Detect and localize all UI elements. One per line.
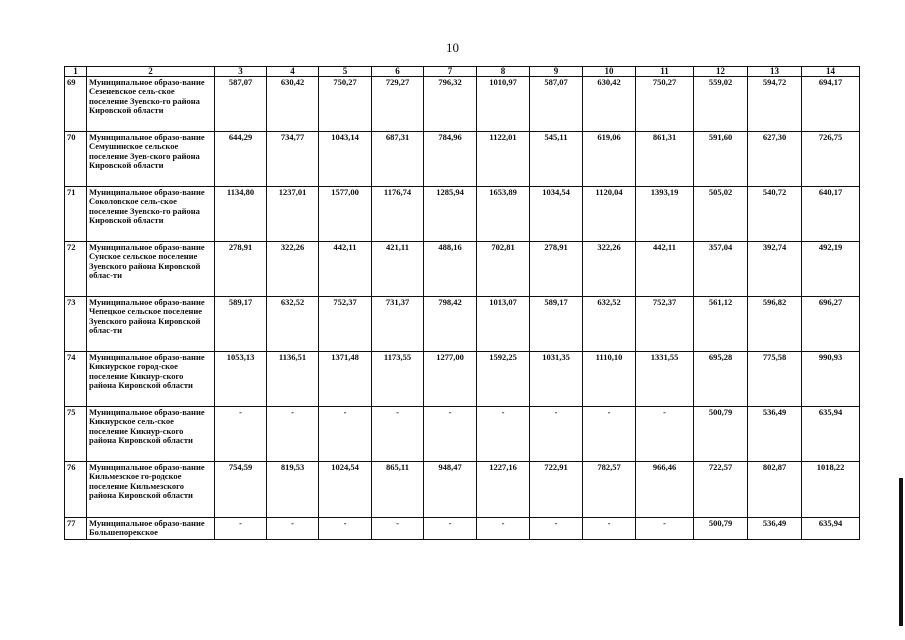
value-cell-col-7: - xyxy=(424,518,477,540)
value-cell-col-7: 488,16 xyxy=(424,242,477,297)
value-cell-col-3: 1134,80 xyxy=(215,187,267,242)
value-cell-col-9: - xyxy=(530,407,583,462)
table-row xyxy=(65,242,860,297)
value-cell-col-14: 990,93 xyxy=(802,352,860,407)
value-cell-col-12: 559,02 xyxy=(694,77,748,132)
value-cell-col-7: 784,96 xyxy=(424,132,477,187)
value-cell-col-9: 545,11 xyxy=(530,132,583,187)
column-header-2: 2 xyxy=(87,67,215,77)
value-cell-col-10: 322,26 xyxy=(583,242,636,297)
value-cell-col-6: 729,27 xyxy=(372,77,424,132)
value-cell-col-6: 687,31 xyxy=(372,132,424,187)
value-cell-col-6: 1173,55 xyxy=(372,352,424,407)
municipality-name: Муниципальное образо-вание Кикнурское город-ское поселение Кикнур-ского района Кировской области xyxy=(87,352,215,407)
value-cell-col-3: - xyxy=(215,407,267,462)
municipality-name: Муниципальное образо-вание Сезеневское сель-ское поселение Зуевско-го района Кировской области xyxy=(87,77,215,132)
value-cell-col-3: 589,17 xyxy=(215,297,267,352)
value-cell-col-9: 1034,54 xyxy=(530,187,583,242)
value-cell-col-3: 587,07 xyxy=(215,77,267,132)
value-cell-col-12: 561,12 xyxy=(694,297,748,352)
value-cell-col-5: 442,11 xyxy=(319,242,372,297)
value-cell-col-10: 1110,10 xyxy=(583,352,636,407)
column-header-6: 6 xyxy=(372,67,424,77)
value-cell-col-10: 782,57 xyxy=(583,462,636,518)
column-header-3: 3 xyxy=(215,67,267,77)
value-cell-col-7: 1285,94 xyxy=(424,187,477,242)
municipality-name: Муниципальное образо-вание Кикнурское сель-ское поселение Кикнур-ского района Кировской области xyxy=(87,407,215,462)
column-header-11: 11 xyxy=(636,67,694,77)
table-row xyxy=(65,518,860,540)
value-cell-col-8: 702,81 xyxy=(477,242,530,297)
value-cell-col-10: 632,52 xyxy=(583,297,636,352)
value-cell-col-6: 731,37 xyxy=(372,297,424,352)
value-cell-col-12: 591,60 xyxy=(694,132,748,187)
value-cell-col-11: - xyxy=(636,518,694,540)
table-row xyxy=(65,462,860,518)
municipality-name: Муниципальное образо-вание Чепецкое сельское поселение Зуевского района Кировской облас-ти xyxy=(87,297,215,352)
tariff-table xyxy=(64,66,860,540)
value-cell-col-12: 500,79 xyxy=(694,407,748,462)
value-cell-col-8: 1013,07 xyxy=(477,297,530,352)
column-header-5: 5 xyxy=(319,67,372,77)
value-cell-col-3: 644,29 xyxy=(215,132,267,187)
scan-edge-bar xyxy=(899,478,903,626)
value-cell-col-4: 630,42 xyxy=(267,77,319,132)
row-number: 72 xyxy=(65,242,87,297)
table-body xyxy=(65,77,860,540)
row-number: 77 xyxy=(65,518,87,540)
municipality-name: Муниципальное образо-вание Соколовское сель-ское поселение Зуевско-го района Кировской области xyxy=(87,187,215,242)
value-cell-col-14: 635,94 xyxy=(802,407,860,462)
value-cell-col-13: 802,87 xyxy=(748,462,802,518)
municipality-name: Муниципальное образо-вание Большепорекское xyxy=(87,518,215,540)
value-cell-col-7: 798,42 xyxy=(424,297,477,352)
value-cell-col-9: - xyxy=(530,518,583,540)
value-cell-col-12: 722,57 xyxy=(694,462,748,518)
row-number: 76 xyxy=(65,462,87,518)
row-number: 71 xyxy=(65,187,87,242)
municipality-name: Муниципальное образо-вание Сунское сельское поселение Зуевского района Кировской облас-ти xyxy=(87,242,215,297)
value-cell-col-8: 1227,16 xyxy=(477,462,530,518)
value-cell-col-9: 589,17 xyxy=(530,297,583,352)
table-row xyxy=(65,132,860,187)
value-cell-col-10: 630,42 xyxy=(583,77,636,132)
table-row xyxy=(65,407,860,462)
value-cell-col-7: 796,32 xyxy=(424,77,477,132)
value-cell-col-8: 1653,89 xyxy=(477,187,530,242)
value-cell-col-5: 752,37 xyxy=(319,297,372,352)
value-cell-col-13: 392,74 xyxy=(748,242,802,297)
table-row xyxy=(65,297,860,352)
value-cell-col-5: 1043,14 xyxy=(319,132,372,187)
value-cell-col-8: - xyxy=(477,407,530,462)
value-cell-col-4: - xyxy=(267,518,319,540)
column-header-1: 1 xyxy=(65,67,87,77)
value-cell-col-12: 357,04 xyxy=(694,242,748,297)
column-header-7: 7 xyxy=(424,67,477,77)
page-number: 10 xyxy=(446,40,459,55)
column-header-8: 8 xyxy=(477,67,530,77)
value-cell-col-4: 1237,01 xyxy=(267,187,319,242)
row-number: 74 xyxy=(65,352,87,407)
value-cell-col-13: 594,72 xyxy=(748,77,802,132)
value-cell-col-13: 536,49 xyxy=(748,518,802,540)
value-cell-col-8: 1010,97 xyxy=(477,77,530,132)
column-header-14: 14 xyxy=(802,67,860,77)
value-cell-col-5: 750,27 xyxy=(319,77,372,132)
table-row xyxy=(65,187,860,242)
value-cell-col-14: 1018,22 xyxy=(802,462,860,518)
value-cell-col-12: 505,02 xyxy=(694,187,748,242)
row-number: 75 xyxy=(65,407,87,462)
value-cell-col-7: - xyxy=(424,407,477,462)
value-cell-col-8: - xyxy=(477,518,530,540)
value-cell-col-4: 734,77 xyxy=(267,132,319,187)
value-cell-col-4: 322,26 xyxy=(267,242,319,297)
value-cell-col-13: 775,58 xyxy=(748,352,802,407)
value-cell-col-9: 587,07 xyxy=(530,77,583,132)
column-header-12: 12 xyxy=(694,67,748,77)
row-number: 73 xyxy=(65,297,87,352)
value-cell-col-12: 500,79 xyxy=(694,518,748,540)
value-cell-col-11: 861,31 xyxy=(636,132,694,187)
column-header-9: 9 xyxy=(530,67,583,77)
value-cell-col-6: 865,11 xyxy=(372,462,424,518)
value-cell-col-5: - xyxy=(319,407,372,462)
table-row xyxy=(65,77,860,132)
value-cell-col-5: 1577,00 xyxy=(319,187,372,242)
value-cell-col-13: 540,72 xyxy=(748,187,802,242)
row-number: 69 xyxy=(65,77,87,132)
header-row xyxy=(65,67,860,77)
value-cell-col-5: - xyxy=(319,518,372,540)
value-cell-col-10: - xyxy=(583,518,636,540)
value-cell-col-6: 1176,74 xyxy=(372,187,424,242)
value-cell-col-4: 819,53 xyxy=(267,462,319,518)
value-cell-col-14: 694,17 xyxy=(802,77,860,132)
value-cell-col-11: 752,37 xyxy=(636,297,694,352)
row-number: 70 xyxy=(65,132,87,187)
value-cell-col-8: 1122,01 xyxy=(477,132,530,187)
value-cell-col-14: 726,75 xyxy=(802,132,860,187)
value-cell-col-7: 948,47 xyxy=(424,462,477,518)
value-cell-col-10: - xyxy=(583,407,636,462)
value-cell-col-11: 1331,55 xyxy=(636,352,694,407)
value-cell-col-11: 966,46 xyxy=(636,462,694,518)
value-cell-col-14: 492,19 xyxy=(802,242,860,297)
value-cell-col-3: 278,91 xyxy=(215,242,267,297)
value-cell-col-6: - xyxy=(372,518,424,540)
table-row xyxy=(65,352,860,407)
value-cell-col-3: - xyxy=(215,518,267,540)
value-cell-col-14: 635,94 xyxy=(802,518,860,540)
value-cell-col-6: - xyxy=(372,407,424,462)
value-cell-col-9: 278,91 xyxy=(530,242,583,297)
value-cell-col-11: - xyxy=(636,407,694,462)
column-header-4: 4 xyxy=(267,67,319,77)
value-cell-col-7: 1277,00 xyxy=(424,352,477,407)
value-cell-col-4: - xyxy=(267,407,319,462)
value-cell-col-14: 640,17 xyxy=(802,187,860,242)
value-cell-col-3: 754,59 xyxy=(215,462,267,518)
value-cell-col-11: 750,27 xyxy=(636,77,694,132)
column-header-10: 10 xyxy=(583,67,636,77)
value-cell-col-13: 536,49 xyxy=(748,407,802,462)
value-cell-col-10: 1120,04 xyxy=(583,187,636,242)
municipality-name: Муниципальное образо-вание Семушинское сельское поселение Зуев-ского района Кировской области xyxy=(87,132,215,187)
value-cell-col-3: 1053,13 xyxy=(215,352,267,407)
value-cell-col-13: 627,30 xyxy=(748,132,802,187)
value-cell-col-5: 1024,54 xyxy=(319,462,372,518)
value-cell-col-11: 442,11 xyxy=(636,242,694,297)
value-cell-col-5: 1371,48 xyxy=(319,352,372,407)
value-cell-col-12: 695,28 xyxy=(694,352,748,407)
value-cell-col-6: 421,11 xyxy=(372,242,424,297)
municipality-name: Муниципальное образо-вание Кильмезское го-родское поселение Кильмезского района Кировской области xyxy=(87,462,215,518)
value-cell-col-4: 632,52 xyxy=(267,297,319,352)
value-cell-col-4: 1136,51 xyxy=(267,352,319,407)
value-cell-col-9: 1031,35 xyxy=(530,352,583,407)
value-cell-col-11: 1393,19 xyxy=(636,187,694,242)
column-header-13: 13 xyxy=(748,67,802,77)
value-cell-col-13: 596,82 xyxy=(748,297,802,352)
value-cell-col-10: 619,06 xyxy=(583,132,636,187)
value-cell-col-8: 1592,25 xyxy=(477,352,530,407)
value-cell-col-9: 722,91 xyxy=(530,462,583,518)
value-cell-col-14: 696,27 xyxy=(802,297,860,352)
